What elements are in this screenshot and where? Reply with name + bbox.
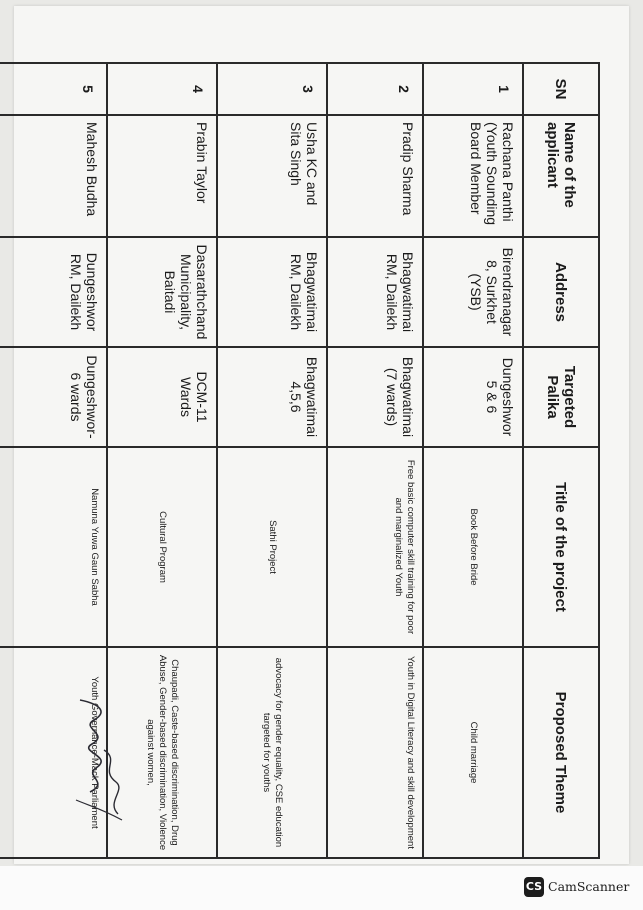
- cell-palika: Dungeshwor 5 & 6: [423, 347, 523, 447]
- cell-name: Prabin Taylor: [107, 115, 217, 237]
- cell-theme: Child marriage: [423, 647, 523, 858]
- camscanner-label: CamScanner: [548, 879, 630, 894]
- cell-sn: 5: [0, 63, 107, 115]
- header-title: Title of the project: [523, 447, 599, 647]
- cell-address: Dasarathchand Municipality, Baitadi: [107, 237, 217, 347]
- cell-title: Free basic computer skill training for poor and marginalized Youth: [327, 447, 423, 647]
- table-row: [327, 63, 423, 858]
- table-row: [423, 63, 523, 858]
- cell-palika: Dungeshwor-6 wards: [0, 347, 107, 447]
- cell-address: Dungeshwor RM, Dailekh: [0, 237, 107, 347]
- table-header-row: [523, 63, 599, 858]
- camscanner-logo-icon: CS: [524, 877, 544, 897]
- cell-palika: Bhagwatimai (7 wards): [327, 347, 423, 447]
- cell-sn: 2: [327, 63, 423, 115]
- cell-address: Bhagwatimai RM, Dailekh: [327, 237, 423, 347]
- cell-title: Book Before Bride: [423, 447, 523, 647]
- header-theme: Proposed Theme: [523, 647, 599, 858]
- cell-name: Mahesh Budha: [0, 115, 107, 237]
- scanner-footer: [0, 866, 643, 910]
- handwritten-signature: [70, 690, 130, 830]
- cell-palika: DCM-11 Wards: [107, 347, 217, 447]
- header-address: Address: [523, 237, 599, 347]
- cell-name: Pradip Sharma: [327, 115, 423, 237]
- cell-theme: Youth Governance-Mack Parliament: [0, 647, 107, 858]
- table-row: [217, 63, 327, 858]
- cell-title: Cultural Program: [107, 447, 217, 647]
- cell-sn: 4: [107, 63, 217, 115]
- cell-name: Rachana Panthi (Youth Sounding Board Member: [423, 115, 523, 237]
- header-sn: SN: [523, 63, 599, 115]
- cell-sn: 1: [423, 63, 523, 115]
- cell-palika: Bhagwatimai 4,5,6: [217, 347, 327, 447]
- cell-title: Namuna Yuwa Gaun Sabha: [0, 447, 107, 647]
- cell-sn: 3: [217, 63, 327, 115]
- cell-theme: Chaupadi, Caste-based discrimination, Drug Abuse, Gender-based discrimination, Violence against women,: [107, 647, 217, 858]
- header-palika: Targeted Palika: [523, 347, 599, 447]
- cell-title: Sathi Project: [217, 447, 327, 647]
- cell-theme: Youth in Digital Literacy and skill development: [327, 647, 423, 858]
- cell-address: Bhagwatimai RM, Dailekh: [217, 237, 327, 347]
- cell-name: Usha KC and Sita Singh: [217, 115, 327, 237]
- header-name: Name of the applicant: [523, 115, 599, 237]
- cell-theme: advocacy for gender equality, CSE education targeted for youths: [217, 647, 327, 858]
- cell-address: Birendranagar 8, Surkhet (YSB): [423, 237, 523, 347]
